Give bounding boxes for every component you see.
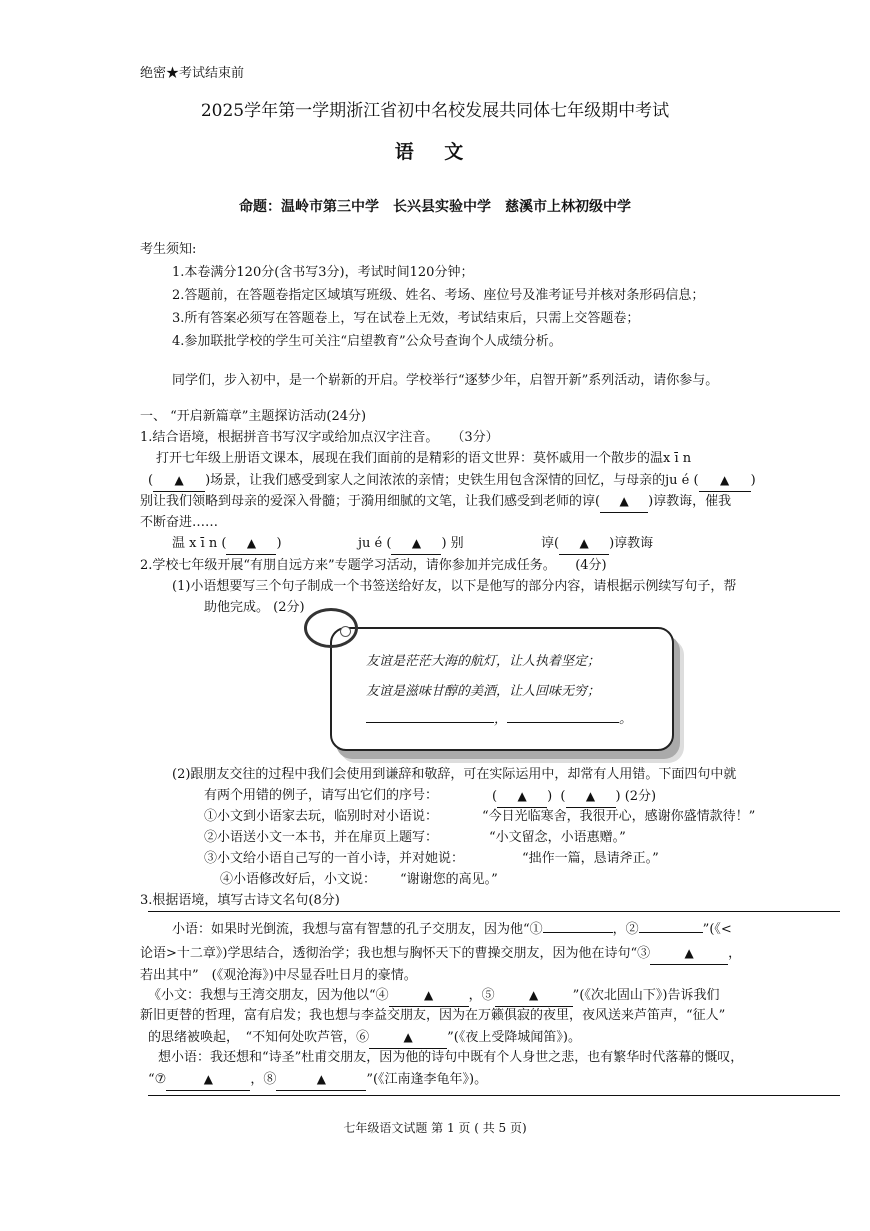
q2-stem: 2.学校七年级开展“有朋自远方来”专题学习活动，请你参加并完成任务。 (4分)	[140, 558, 607, 573]
q3-line7: 想小语：我还想和“诗圣”杜甫交朋友，因为他的诗句中既有个人身世之悲，也有繁华时代落幕的慨叹，	[158, 1050, 744, 1065]
q3-line2	[140, 943, 741, 965]
triangle-marker: ▲	[684, 946, 694, 960]
text: 小语：如果时光倒流，我想与富有智慧的孔子交朋友，因为他“①	[172, 922, 543, 937]
text: ，	[728, 946, 742, 961]
answer-tail: ) 别	[441, 536, 464, 551]
score: (2分)	[624, 789, 657, 804]
notice-item-4: 4.参加联批学校的学生可关注“启望教育”公众号查询个人成绩分析。	[172, 334, 562, 349]
q3-line4	[148, 985, 719, 1007]
triangle-marker: ▲	[246, 536, 257, 550]
paren: (	[148, 473, 154, 488]
paren: )	[750, 473, 756, 488]
q3-line1	[172, 920, 732, 940]
q3-stem: 3.根据语境，填写古诗文名句(8分)	[140, 893, 340, 908]
triangle-marker: ▲	[719, 473, 730, 487]
answer-blank[interactable]	[276, 1069, 366, 1091]
triangle-marker: ▲	[517, 789, 527, 803]
comma: ，	[494, 712, 508, 727]
bookmark-hole-icon	[340, 626, 351, 637]
answer-blank[interactable]	[366, 722, 494, 723]
answer-blank[interactable]	[495, 985, 573, 1007]
q2-option-4-quote: “谢谢您的高见。”	[400, 872, 498, 887]
text: 论语>十二章》)学思结合，透彻治学；我也想与胸怀天下的曹操交朋友，因为他在诗句“③	[140, 946, 651, 961]
text: ”(《江南逢李龟年》)。	[366, 1072, 488, 1087]
paren: )	[276, 536, 282, 551]
answer-label: ju é (	[358, 536, 392, 551]
bookmark-line-3	[366, 708, 632, 727]
answer-blank[interactable]	[497, 786, 547, 808]
secrecy-label: 绝密★考试结束前	[140, 66, 245, 81]
answer-blank[interactable]	[369, 1027, 447, 1049]
answer-blank[interactable]	[639, 932, 703, 933]
answer-blank[interactable]	[650, 943, 728, 965]
notice-item-1: 1.本卷满分120分(含书写3分)，考试时间120分钟；	[172, 265, 474, 280]
q1-paragraph-line3	[140, 491, 731, 513]
bookmark-line-1: 友谊是茫茫大海的航灯，让人执着坚定；	[366, 654, 601, 669]
q1-stem: 1.结合语境，根据拼音书写汉字或给加点汉字注音。 （3分）	[140, 430, 499, 445]
divider	[148, 1095, 840, 1096]
answer-blank[interactable]	[543, 932, 613, 933]
triangle-marker: ▲	[203, 1072, 213, 1086]
triangle-marker: ▲	[411, 536, 422, 550]
answer-blank[interactable]	[391, 533, 441, 555]
answer-label: 温 x ī n (	[172, 536, 227, 551]
text: 的思绪被唤起， “不知何处吹芦管，⑥	[148, 1030, 370, 1045]
q2-sub1-line2: 助他完成。 (2分)	[204, 600, 305, 615]
notice-item-3: 3.所有答案必须写在答题卷上，写在试卷上无效，考试结束后，只需上交答题卷；	[172, 311, 640, 326]
q1-paragraph-line2	[148, 470, 756, 492]
text: )谆教诲，催我	[648, 494, 732, 509]
triangle-marker: ▲	[424, 988, 434, 1002]
section-heading: 一、 “开启新篇章”主题探访活动(24分)	[140, 409, 367, 424]
period: 。	[619, 712, 633, 727]
divider	[148, 911, 840, 912]
triangle-marker: ▲	[529, 988, 539, 1002]
q2-option-2: ②小语送小文一本书，并在扉页上题写：	[204, 830, 439, 845]
intro-text: 同学们，步入初中，是一个崭新的开启。学校举行“逐梦少年，启智开新”系列活动，请你参与。	[172, 373, 719, 388]
q1-answer-1	[172, 533, 282, 555]
answer-blank[interactable]	[600, 491, 648, 513]
exam-title: 2025学年第一学期浙江省初中名校发展共同体七年级期中考试	[200, 101, 670, 121]
page-footer: 七年级语文试题 第 1 页 ( 共 5 页)	[343, 1121, 527, 1135]
q2-sub2-line1: (2)跟朋友交往的过程中我们会使用到谦辞和敬辞，可在实际运用中，却常有人用错。下面四句中就	[172, 767, 737, 782]
text: 别让我们领略到母亲的爱深入骨髓；于漪用细腻的文笔，让我们感受到老师的谆(	[140, 494, 601, 509]
q2-sub2-answers: ( ▲ ) ( ▲ ) (2分)	[492, 786, 656, 808]
subject-title: 语 文	[394, 141, 476, 163]
answer-blank[interactable]	[699, 470, 751, 492]
q1-paragraph-line4: 不断奋进……	[140, 515, 219, 530]
authors-line: 命题：温岭市第三中学 长兴县实验中学 慈溪市上林初级中学	[239, 199, 631, 215]
answer-blank[interactable]	[507, 722, 619, 723]
notice-heading: 考生须知:	[140, 242, 197, 257]
q2-sub1-line1: (1)小语想要写三个句子制成一个书签送给好友，以下是他写的部分内容，请根据示例续写句子，帮	[172, 579, 737, 594]
q2-option-4: ④小语修改好后，小文说：	[220, 872, 377, 887]
q2-option-3: ③小文给小语自己写的一首小诗，并对她说：	[204, 851, 465, 866]
answer-blank[interactable]	[566, 786, 616, 808]
answer-blank[interactable]	[153, 470, 205, 492]
notice-item-2: 2.答题前，在答题卷指定区域填写班级、姓名、考场、座位号及准考证号并核对条形码信息；	[172, 288, 705, 303]
triangle-marker: ▲	[316, 1072, 326, 1086]
answer-label: 谆(	[541, 536, 560, 551]
text: ，⑧	[250, 1072, 277, 1087]
q3-line6	[148, 1027, 581, 1049]
text: ”(《夜上受降城闻笛》)。	[447, 1030, 581, 1045]
answer-blank[interactable]	[166, 1069, 250, 1091]
triangle-marker: ▲	[619, 494, 629, 508]
q3-line5: 新旧更替的哲理，富有启发；我也想与李益交朋友，因为在万籁俱寂的夜里，夜风送来芦笛声，“征人”	[140, 1008, 726, 1023]
triangle-marker: ▲	[585, 789, 596, 803]
q1-answer-2	[358, 533, 464, 555]
triangle-marker: ▲	[403, 1030, 413, 1044]
q2-option-3-quote: “拙作一篇，恳请斧正。”	[522, 851, 659, 866]
answer-blank[interactable]	[226, 533, 276, 555]
q2-option-1: ①小文到小语家去玩，临别时对小语说：	[204, 809, 439, 824]
text: ，⑤	[468, 988, 495, 1003]
q2-option-1-quote: “今日光临寒舍，我很开心，感谢你盛情款待！”	[482, 809, 756, 824]
q1-paragraph-line1: 打开七年级上册语文课本，展现在我们面前的是精彩的语文世界：莫怀戚用一个散步的温x ī n	[156, 451, 692, 466]
text: “⑦	[148, 1072, 167, 1087]
text: 有两个用错的例子，请写出它们的序号：	[204, 788, 439, 803]
q2-sub2-line2	[204, 786, 438, 806]
triangle-marker: ▲	[579, 536, 589, 550]
text: 《小文：我想与王湾交朋友，因为他以“④	[148, 988, 389, 1003]
text: ”(《<	[702, 922, 732, 937]
answer-blank[interactable]	[559, 533, 609, 555]
q1-answer-3	[541, 533, 653, 555]
q3-line3: 若出其中” (《观沧海》)中尽显吞吐日月的豪情。	[140, 968, 417, 983]
triangle-marker: ▲	[174, 473, 184, 487]
text: ，②	[612, 922, 639, 937]
q2-option-2-quote: “小文留念，小语惠赠。”	[489, 830, 626, 845]
answer-blank[interactable]	[389, 985, 469, 1007]
q3-line8	[148, 1069, 487, 1091]
text: ”(《次北固山下》)告诉我们	[572, 988, 720, 1003]
answer-tail: )谆教诲	[609, 536, 654, 551]
text: )场景，让我们感受到家人之间浓浓的亲情；史铁生用包含深情的回忆，与母亲的ju é (	[205, 473, 699, 488]
bookmark-line-2: 友谊是滋味甘醇的美酒，让人回味无穷；	[366, 684, 601, 699]
